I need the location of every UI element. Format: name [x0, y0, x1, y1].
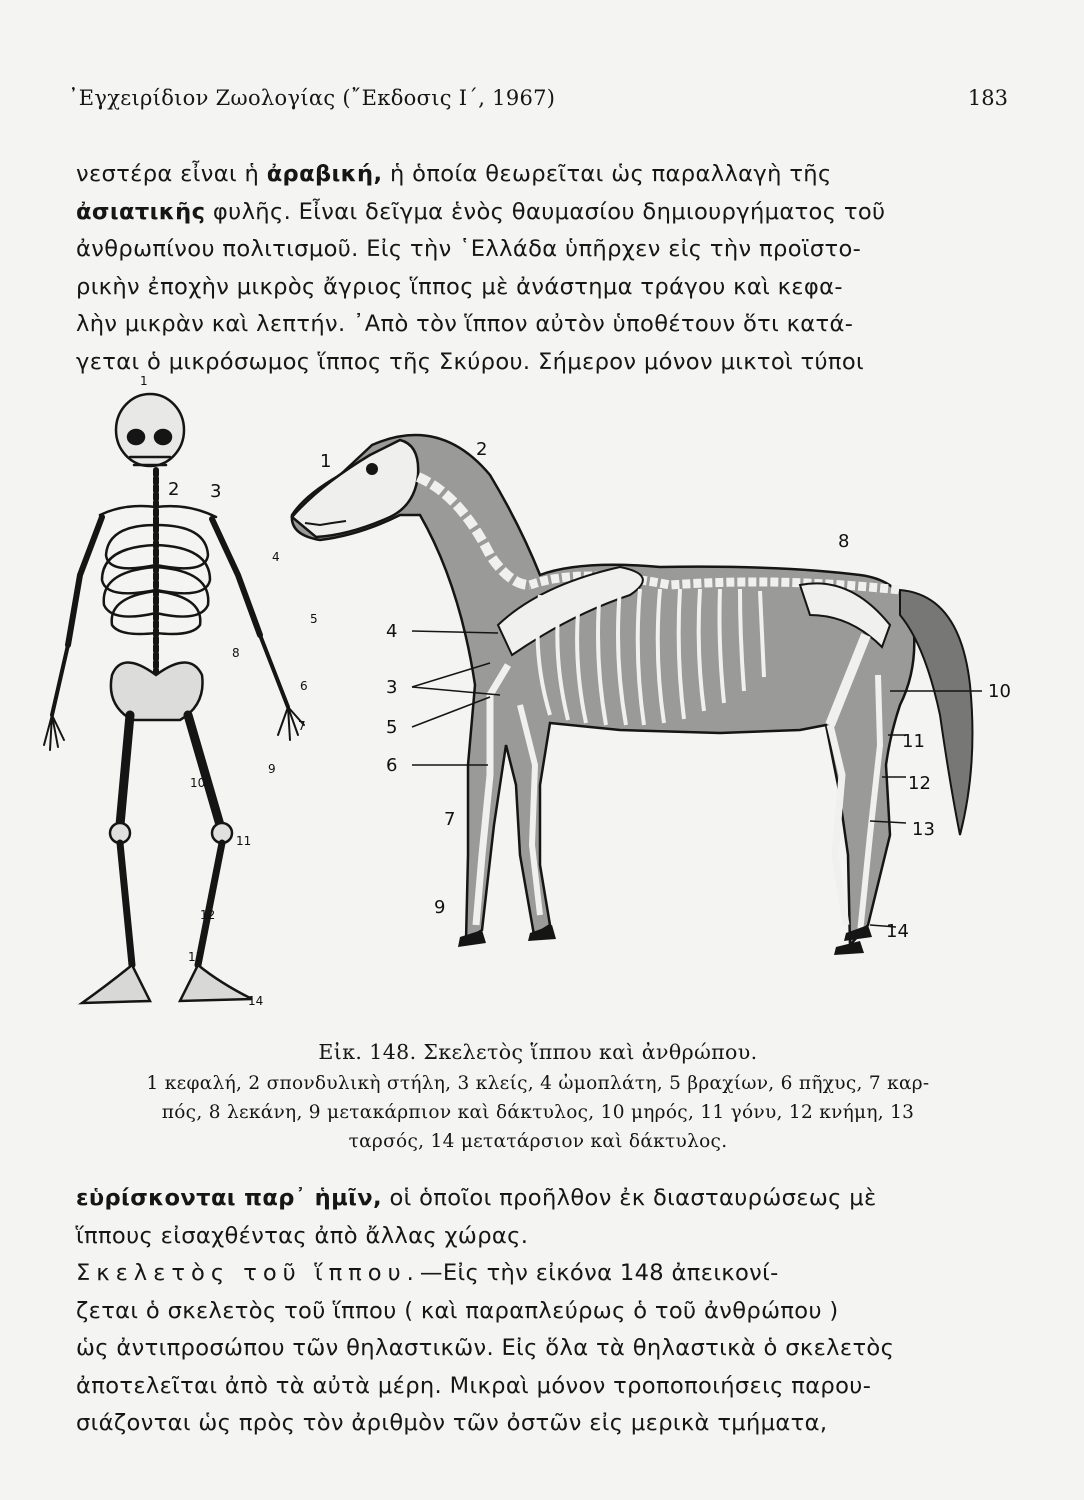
- horse-label-10: 10: [988, 681, 1011, 702]
- top-paragraph: [76, 156, 1008, 381]
- running-title: ᾿Εγχειρίδιον Ζωολογίας (῎Εκδοσις Ι΄, 1967): [68, 86, 556, 110]
- human-label-9: 9: [268, 762, 276, 776]
- section-heading: Σκελετὸς τοῦ ἵππου.: [76, 1260, 420, 1286]
- horse-label-6: 6: [386, 755, 398, 776]
- horse-label-3: 3: [386, 677, 398, 698]
- text-run: —Εἰς τὴν εἰκόνα 148 ἀπεικονί-: [419, 1260, 779, 1286]
- horse-label-12: 12: [908, 773, 931, 794]
- caption-legend-line: ταρσός, 14 μετατάρσιον καὶ δάκτυλος.: [348, 1131, 728, 1152]
- horse-label-9: 9: [434, 897, 446, 918]
- human-label-8: 8: [232, 646, 240, 660]
- text-line: [76, 1293, 1008, 1331]
- human-label-1: 1: [140, 374, 148, 388]
- horse-label-14: 14: [886, 921, 909, 942]
- caption-legend-line: πός, 8 λεκάνη, 9 μετακάρπιον καὶ δάκτυλος, 10 μηρός, 11 γόνυ, 12 κνήμη, 13: [161, 1102, 915, 1123]
- text-run: ἀποτελεῖται ἀπὸ τὰ αὐτὰ μέρη. Μικραὶ μόνον τροποποιήσεις παρου-: [76, 1372, 872, 1399]
- text-line: [76, 1405, 1008, 1443]
- text-line: [76, 1368, 1008, 1406]
- caption-legend-line: 1 κεφαλή, 2 σπονδυλικὴ στήλη, 3 κλείς, 4 ὠμοπλάτη, 5 βραχίων, 6 πῆχυς, 7 καρ-: [146, 1073, 930, 1094]
- skeleton-illustration: [20, 374, 1040, 1025]
- text-line: [76, 344, 1008, 382]
- text-line: [76, 231, 1008, 269]
- text-run: σιάζονται ὡς πρὸς τὸν ἀριθμὸν τῶν ὀστῶν εἰς μερικὰ τμήματα,: [76, 1410, 828, 1436]
- human-label-2: 2: [168, 479, 180, 500]
- text-run: φυλῆς. Εἶναι δεῖγμα ἑνὸς θαυμασίου δημιουργήματος τοῦ: [205, 198, 886, 225]
- text-run: ὡς ἀντιπροσώπου τῶν θηλαστικῶν. Εἰς ὅλα τὰ θηλαστικὰ ὁ σκελετὸς: [76, 1335, 895, 1361]
- text-line: [76, 1255, 1008, 1293]
- text-run: ἡ ὁποία θεωρεῖται ὡς παραλλαγὴ τῆς: [382, 161, 832, 187]
- text-line: [76, 156, 1008, 194]
- human-label-5: 5: [310, 612, 318, 626]
- horse-label-4: 4: [386, 621, 398, 642]
- text-line: [76, 1180, 1008, 1218]
- text-line: [76, 306, 1008, 344]
- text-line: [76, 1218, 1008, 1256]
- bold-term: εὑρίσκονται παρ᾿ ἡμῖν,: [76, 1185, 382, 1211]
- human-label-6: 6: [300, 679, 308, 693]
- text-line: [76, 1330, 1008, 1368]
- horse-label-7: 7: [444, 809, 456, 830]
- text-run: λὴν μικρὰν καὶ λεπτήν. ᾿Απὸ τὸν ἵππον αὐτὸν ὑποθέτουν ὅτι κατά-: [76, 311, 854, 337]
- horse-label-5: 5: [386, 717, 398, 738]
- human-label-7: 7: [298, 719, 306, 733]
- bold-term: ἀραβική,: [266, 161, 383, 187]
- human-label-11: 11: [236, 834, 252, 848]
- horse-label-13: 13: [912, 819, 935, 840]
- text-run: ἵππους εἰσαχθέντας ἀπὸ ἄλλας χώρας.: [76, 1222, 529, 1249]
- text-line: [76, 269, 1008, 307]
- figure-caption: [68, 1035, 1008, 1156]
- horse-label-2: 2: [476, 439, 488, 460]
- page-header: [68, 86, 1008, 120]
- text-run: οἱ ὁποῖοι προῆλθον ἐκ διασταυρώσεως μὲ: [381, 1185, 877, 1211]
- text-line: [76, 194, 1008, 232]
- text-run: ἀνθρωπίνου πολιτισμοῦ. Εἰς τὴν ῾Ελλάδα ὑπῆρχεν εἰς τὴν προϊστο-: [76, 236, 862, 262]
- text-run: νεστέρα εἶναι ἡ: [76, 161, 267, 187]
- figure-148-skeletons: [20, 374, 1040, 1025]
- human-label-3: 3: [210, 481, 222, 502]
- horse-tail: [900, 590, 972, 835]
- text-run: γεται ὁ μικρόσωμος ἵππος τῆς Σκύρου. Σήμερον μόνον μικτοὶ τύποι: [76, 348, 865, 375]
- human-label-13: 13: [188, 950, 204, 964]
- human-label-14: 14: [248, 994, 264, 1008]
- human-label-4: 4: [272, 550, 280, 564]
- horse-label-8: 8: [838, 531, 850, 552]
- page-number: 183: [967, 86, 1008, 110]
- caption-title: Εἰκ. 148. Σκελετὸς ἵππου καὶ ἀνθρώπου.: [318, 1040, 758, 1064]
- text-run: ζεται ὁ σκελετὸς τοῦ ἵππου ( καὶ παραπλεύρως ὁ τοῦ ἀνθρώπου ): [76, 1297, 839, 1324]
- horse-skull: [292, 440, 418, 537]
- horse-label-11: 11: [902, 731, 925, 752]
- human-label-12: 12: [200, 908, 216, 922]
- bottom-paragraph: [76, 1180, 1008, 1443]
- bold-term: ἀσιατικῆς: [76, 198, 206, 225]
- human-label-10: 10: [190, 776, 206, 790]
- horse-label-1: 1: [320, 451, 332, 472]
- text-run: ρικὴν ἐποχὴν μικρὸς ἄγριος ἵππος μὲ ἀνάστημα τράγου καὶ κεφα-: [76, 273, 843, 300]
- human-skull: [116, 394, 184, 466]
